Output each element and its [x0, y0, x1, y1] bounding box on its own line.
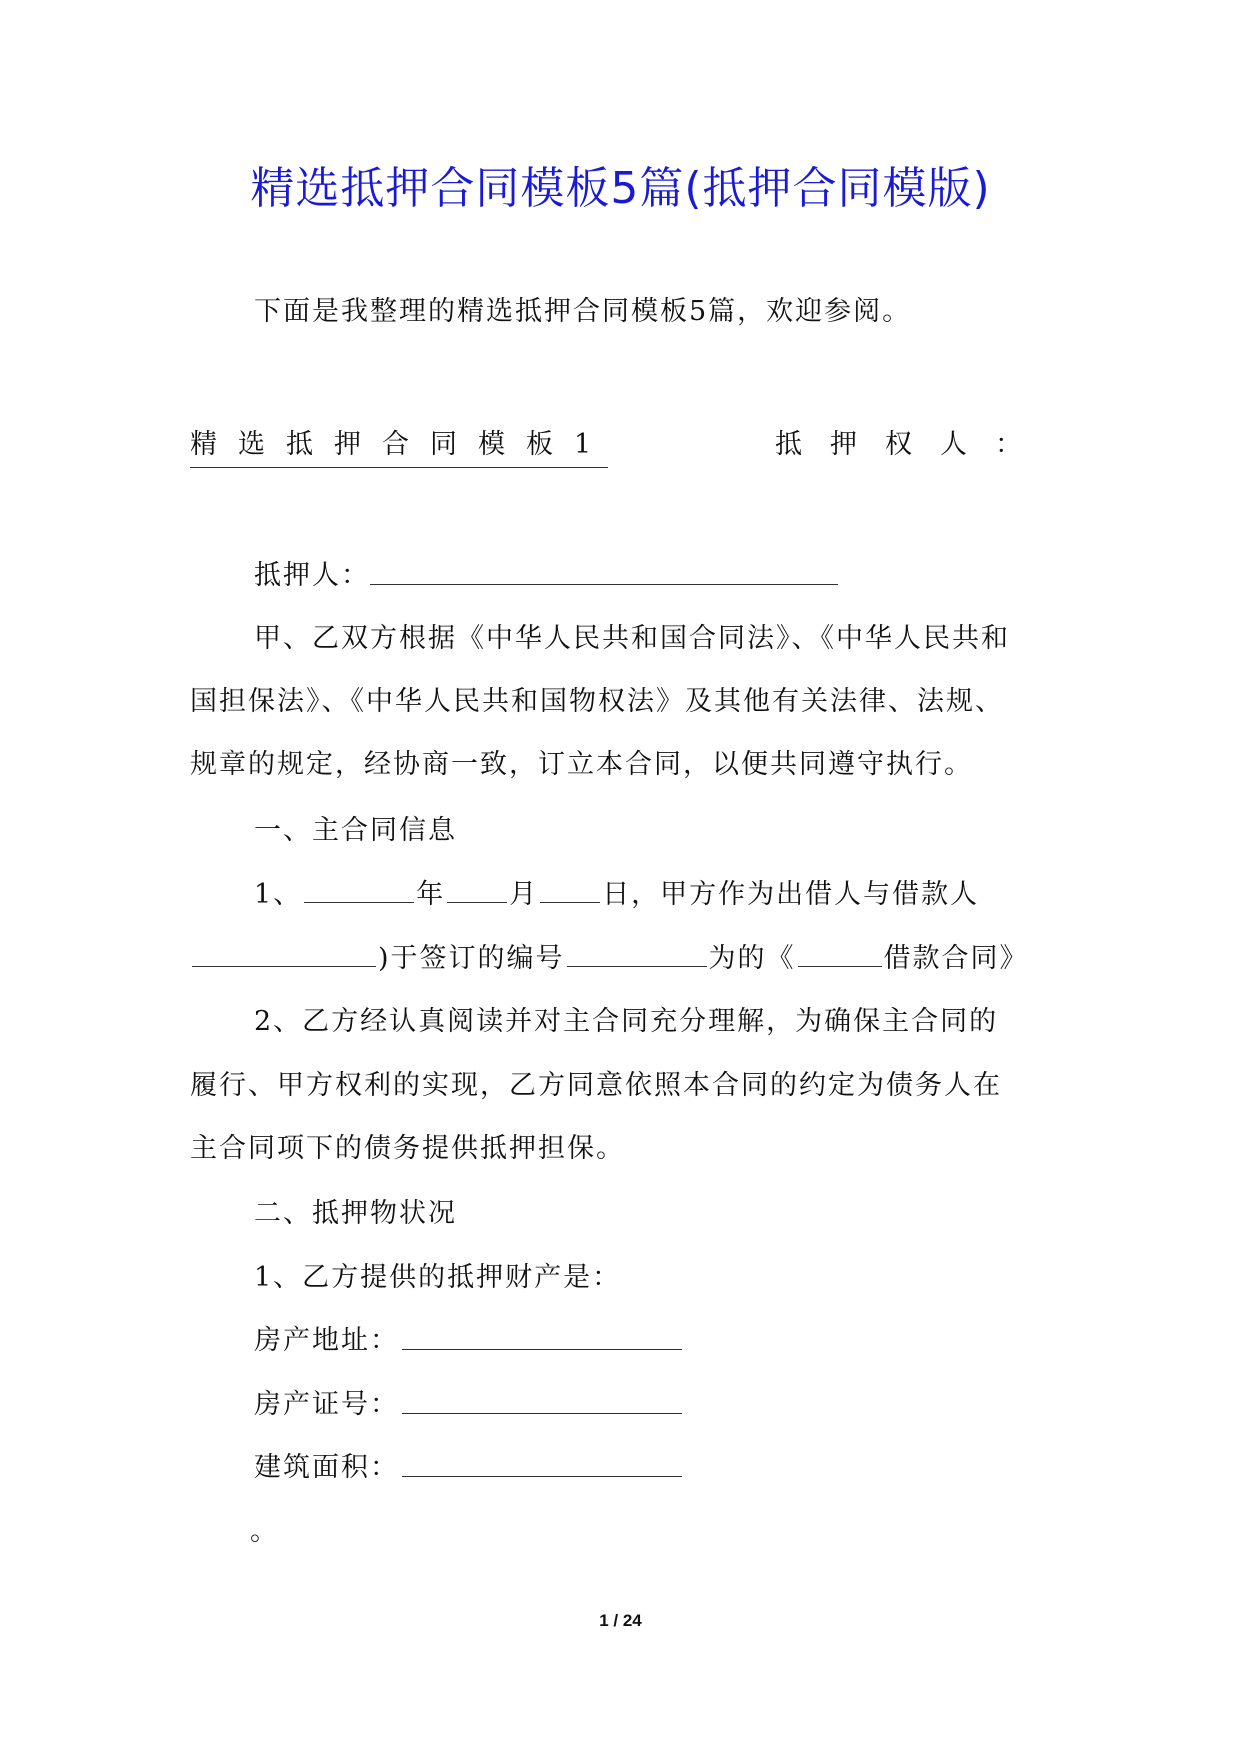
area-label: 建筑面积： [254, 1452, 399, 1483]
day-blank [540, 901, 600, 903]
collateral-intro: 1、乙方提供的抵押财产是： [254, 1262, 622, 1293]
item2-line1: 2、乙方经认真阅读并对主合同充分理解，为确保主合同的 [254, 1006, 999, 1037]
intro-paragraph: 下面是我整理的精选抵押合同模板5篇，欢迎参阅。 [254, 296, 912, 327]
item1-line2 [190, 941, 1029, 977]
item1-line2-c: 借款合同》 [883, 943, 1029, 974]
item1-line1 [254, 877, 979, 913]
para1-line3: 规章的规定，经协商一致，订立本合同，以便共同遵守执行。 [190, 749, 973, 780]
cert-label: 房产证号： [254, 1389, 399, 1420]
mortgagor-blank [370, 584, 838, 585]
area-blank [402, 1476, 682, 1477]
mortgagor-row [254, 558, 370, 594]
trailing-mark: 。 [250, 1516, 279, 1547]
item1-prefix: 1、 [254, 879, 303, 910]
month-label: 月 [509, 879, 539, 910]
page-number: 1 / 24 [599, 1611, 642, 1630]
year-blank [304, 901, 414, 903]
cert-blank [402, 1413, 682, 1414]
para1-line1: 甲、乙双方根据《中华人民共和国合同法》、《中华人民共和 [254, 623, 1010, 654]
borrower-blank [192, 965, 376, 967]
day-label: 日，甲方作为出借人与借款人 [602, 879, 980, 910]
mortgagee-blank [190, 467, 608, 468]
mortgagor-label: 抵押人： [254, 560, 370, 591]
item2-line2: 履行、甲方权利的实现，乙方同意依照本合同的约定为债务人在 [190, 1070, 1002, 1101]
section2-title: 二、抵押物状况 [254, 1198, 457, 1229]
month-blank [447, 901, 507, 903]
address-label: 房产地址： [254, 1325, 399, 1356]
para1-line2: 国担保法》、《中华人民共和国物权法》及其他有关法律、法规、 [190, 686, 1004, 717]
item2-line3: 主合同项下的债务提供抵押担保。 [190, 1133, 625, 1164]
mortgagee-label: 抵押权人： [775, 429, 1050, 460]
document-title: 精选抵押合同模板5篇(抵押合同模版) [250, 163, 991, 214]
year-label: 年 [416, 879, 446, 910]
template-heading: 精选抵押合同模板1 [190, 429, 613, 460]
item1-line2-b: 为的《 [708, 943, 796, 974]
contract-type-blank [798, 965, 882, 967]
contract-number-blank [567, 965, 707, 967]
section1-title: 一、主合同信息 [254, 815, 457, 846]
address-blank [402, 1349, 682, 1350]
item1-line2-a: )于签订的编号 [378, 943, 565, 974]
